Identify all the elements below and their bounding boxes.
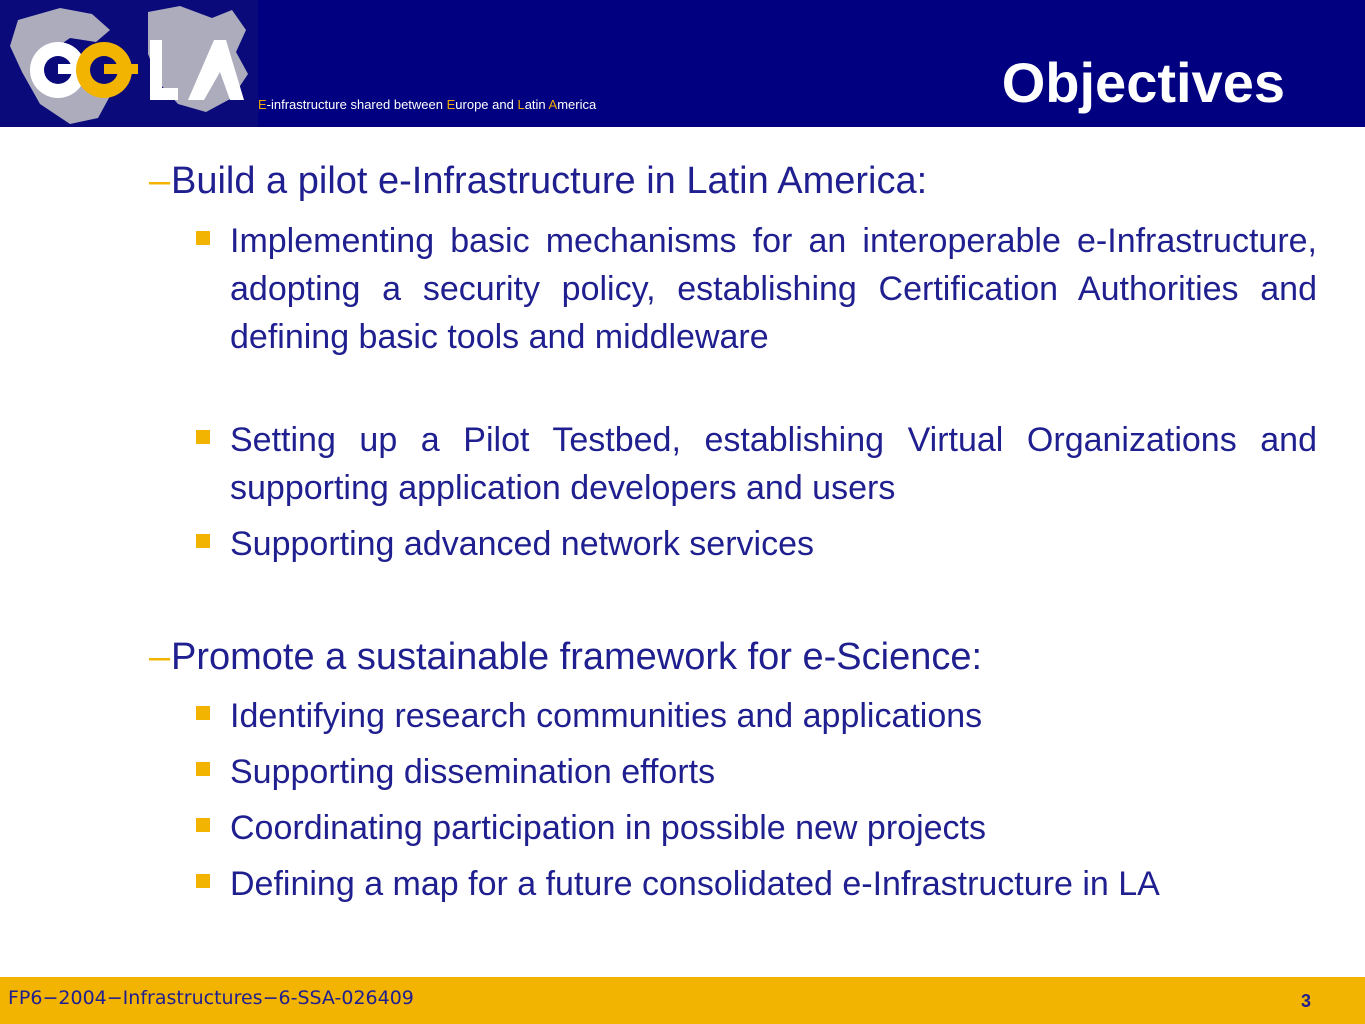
dash-bullet-icon: – [149,160,171,202]
tagline-part: A [548,97,558,112]
bullet-text: Implementing basic mechanisms for an interoperable e-Infrastructure, adopting a security policy, establishing Certification Authorities and defining basic tools and middleware [230,222,1317,356]
square-bullet-icon [196,706,210,720]
square-bullet-icon [196,430,210,444]
square-bullet-icon [196,874,210,888]
bullet-text: Supporting dissemination efforts [230,753,716,791]
square-bullet-icon [196,534,210,548]
page-number: 3 [1300,991,1311,1011]
section-heading [149,636,982,679]
tagline-part: -infrastructure shared between [266,97,447,112]
square-bullet-icon [196,762,210,776]
bullet-item [196,520,1317,568]
bullet-item [196,217,1317,361]
bullet-item [196,748,1317,796]
bullet-item [196,860,1317,908]
tagline-part: E [258,97,267,112]
tagline-part: E [446,97,456,112]
bullet-item [196,692,1317,740]
tagline-part: urope and [455,97,518,112]
bullet-text: Supporting advanced network services [230,525,814,563]
bullet-text: Defining a map for a future consolidated e-Infrastructure in LA [230,865,1160,903]
tagline-part: L [517,97,525,112]
footer-bar [0,977,1365,1024]
eela-logo [0,0,258,127]
bullet-item [196,804,1317,852]
header-bar [0,0,1365,127]
square-bullet-icon [196,231,210,245]
slide-title: Objectives [1001,51,1285,114]
section-heading-text: Build a pilot e-Infrastructure in Latin America: [171,160,928,202]
square-bullet-icon [196,818,210,832]
section-heading [149,160,927,203]
bullet-item [196,416,1317,512]
section-heading-text: Promote a sustainable framework for e-Science: [171,636,983,678]
bullet-text: Setting up a Pilot Testbed, establishing Virtual Organizations and supporting application developers and users [230,421,1317,507]
bullet-text: Identifying research communities and applications [230,697,983,735]
tagline [258,97,596,112]
dash-bullet-icon: – [149,636,171,678]
tagline-part: atin [524,97,549,112]
tagline-part: merica [557,97,597,112]
project-code: FP6−2004−Infrastructures−6-SSA-026409 [8,987,414,1009]
bullet-text: Coordinating participation in possible new projects [230,809,986,847]
